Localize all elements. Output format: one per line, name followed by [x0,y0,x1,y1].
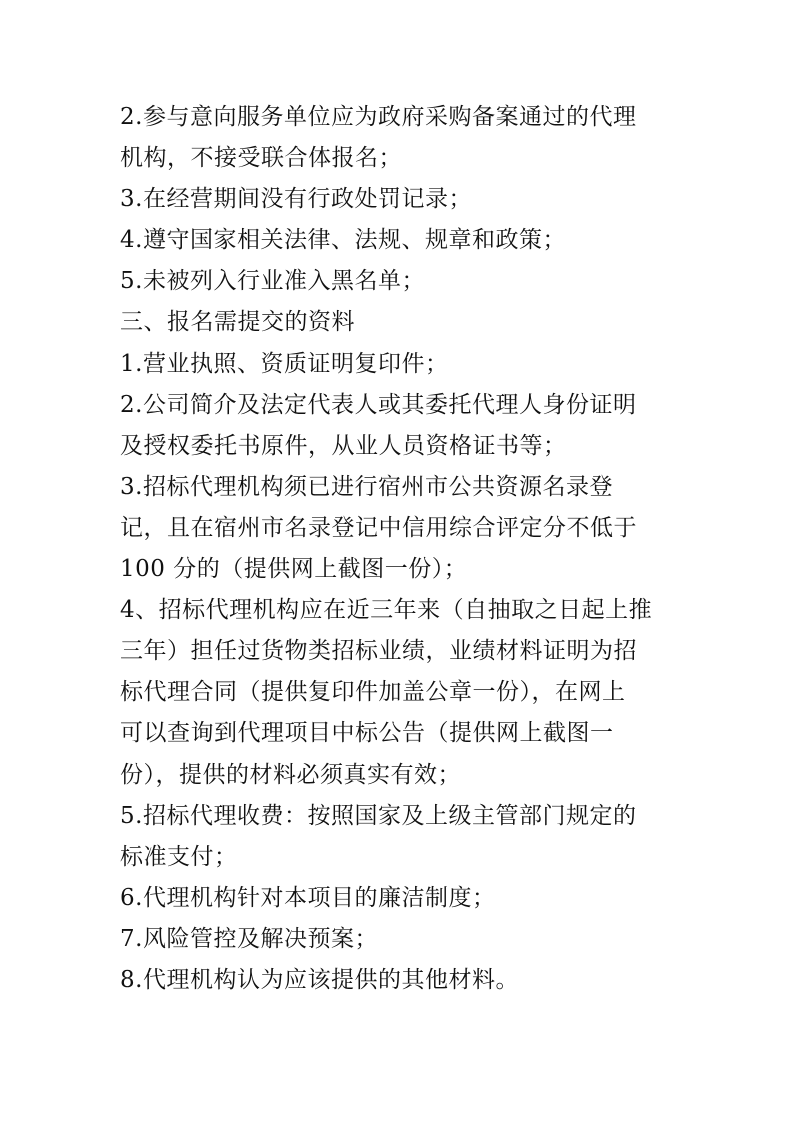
text-line: 5.未被列入行业准入黑名单； [120,268,425,295]
text-line: 及授权委托书原件，从业人员资格证书等； [120,432,567,459]
text-line: 2.公司简介及法定代表人或其委托代理人身份证明 [120,391,637,418]
text-line: 7.风险管控及解决预案； [120,925,378,952]
text-line: 标准支付； [120,843,238,870]
text-line: 标代理合同（提供复印件加盖公章一份），在网上 [120,679,626,706]
text-line: 100 分的（提供网上截图一份）； [120,556,468,583]
text-line: 份），提供的材料必须真实有效； [120,761,461,788]
text-line: 1.营业执照、资质证明复印件； [120,350,449,377]
text-line: 4、招标代理机构应在近三年来（自抽取之日起上推 [120,597,653,624]
section-heading: 三、报名需提交的资料 [120,309,355,336]
text-line: 3.在经营期间没有行政处罚记录； [120,186,472,213]
text-line: 可以查询到代理项目中标公告（提供网上截图一 [120,720,614,747]
text-line: 机构，不接受联合体报名； [120,145,402,172]
text-line: 三年）担任过货物类招标业绩，业绩材料证明为招 [120,638,637,665]
text-line: 5.招标代理收费：按照国家及上级主管部门规定的 [120,802,637,829]
document-body [120,97,680,1001]
text-line: 4.遵守国家相关法律、法规、规章和政策； [120,227,566,254]
text-line: 记，且在宿州市名录登记中信用综合评定分不低于 [120,514,637,541]
text-line: 3.招标代理机构须已进行宿州市公共资源名录登 [120,473,613,500]
text-line: 2.参与意向服务单位应为政府采购备案通过的代理 [120,104,637,130]
text-line: 6.代理机构针对本项目的廉洁制度； [120,884,496,911]
text-line: 8.代理机构认为应该提供的其他材料。 [120,966,519,993]
